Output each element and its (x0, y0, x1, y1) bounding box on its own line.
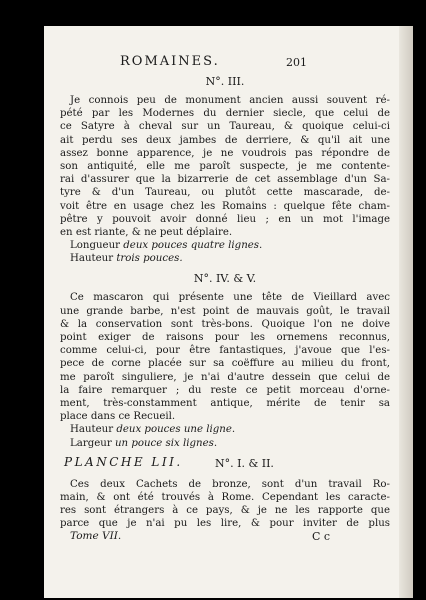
text-line: pété par les Modernes du dernier siecle, que celui de (60, 108, 390, 120)
plate-title: PLANCHE LII. (64, 454, 183, 469)
text-line: la faire remarquer ; du reste ce petit morceau d'orne- (60, 384, 390, 396)
text-line: & la conservation sont très-bons. Quoique l'on ne doive (60, 318, 390, 330)
page-number: 201 (286, 56, 307, 69)
text-line: Je connois peu de monument ancien aussi souvent ré- (70, 95, 390, 106)
book-page (44, 26, 413, 598)
text-line: parce que je n'ai pu les lire, & pour inviter de plus (60, 518, 390, 530)
measurement-label: Longueur (70, 240, 121, 252)
text-line: place dans ce Recueil. (60, 411, 176, 423)
text-line: main, & ont été trouvés à Rome. Cependant les caracte- (60, 491, 390, 503)
plate-numbers: N°. I. & II. (215, 456, 274, 470)
text-line: me paroît singuliere, je n'ai d'autre dessein que celui de (60, 371, 390, 383)
section-heading-no-4-5: N°. IV. & V. (193, 272, 257, 286)
plate-heading (60, 456, 390, 474)
measurement-width (60, 437, 390, 450)
text-line: ce Satyre à cheval sur un Taureau, & quoique celui-ci (60, 121, 390, 133)
text-line: rai d'assurer que la bizarrerie de cet assemblage d'un Sa- (60, 174, 390, 186)
text-line: pêtre y pouvoit avoir donné lieu ; en un mot l'image (60, 213, 390, 225)
text-line: Ce mascaron qui présente une tête de Vieillard avec (70, 292, 390, 304)
running-title: ROMAINES. (120, 54, 220, 69)
text-line: Ces deux Cachets de bronze, sont d'un travail Ro- (70, 478, 390, 490)
measurement-height (60, 252, 390, 265)
measurement-value: deux pouces une ligne. (116, 424, 236, 436)
measurement-value: un pouce six lignes. (114, 437, 218, 449)
text-line: assez bonne apparence, je ne voudrois pas répondre de (60, 147, 390, 159)
text-line: res sont étrangers à ce pays, & je ne les rapporte que (60, 505, 390, 517)
measurement-label: Hauteur (70, 424, 114, 436)
text-line: ait perdu ses deux jambes de derriere, & qu'il ait une (60, 134, 390, 146)
signature-mark: C c (312, 530, 331, 544)
page-content (60, 72, 390, 544)
page-footer (60, 530, 390, 544)
text-line: en est riante, & ne peut déplaire. (60, 226, 233, 238)
paragraph-no-3 (60, 94, 390, 239)
text-line: tyre & d'un Taureau, ou plutôt cette mascarade, de- (60, 187, 390, 199)
measurement-height (60, 423, 390, 436)
text-line: une grande barbe, n'est point de mauvais goût, le travail (60, 305, 390, 317)
paragraph-plate-lii (60, 478, 390, 531)
page-edge-shadow (399, 26, 413, 598)
text-line: voit être en usage chez les Romains : quelque fête cham- (60, 200, 390, 212)
text-line: son antiquité, elle me paroît suspecte, je me contente- (60, 160, 390, 172)
text-line: ment, très-constamment antique, mérite de tenir sa (60, 397, 390, 409)
measurement-label: Largeur (70, 437, 112, 449)
measurement-length (60, 239, 390, 252)
measurement-value: deux pouces quatre lignes. (123, 240, 263, 252)
volume-label: Tome VII. (70, 530, 122, 543)
section-heading-no-3: N°. III. (205, 75, 245, 88)
paragraph-no-4-5 (60, 291, 390, 423)
text-line: pece de corne placée sur sa coëffure au milieu du front, (60, 358, 390, 370)
text-line: point exiger de raisons pour les ornemens reconnus, (60, 332, 390, 343)
text-line: comme celui-ci, pour être fantastiques, j'avoue que l'es- (60, 345, 390, 357)
page-header (44, 54, 413, 72)
measurement-label: Hauteur (70, 253, 114, 265)
measurement-value: trois pouces. (116, 253, 183, 265)
